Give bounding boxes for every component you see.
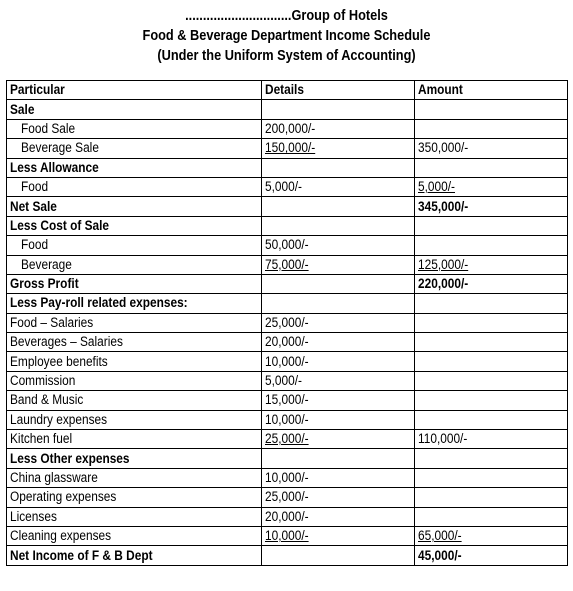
details-cell-text: 75,000/- — [265, 256, 309, 272]
details-cell-text: 5,000/- — [265, 373, 302, 389]
table-row — [7, 410, 568, 429]
amount-cell — [415, 294, 568, 313]
amount-cell — [415, 410, 568, 429]
details-cell — [262, 236, 415, 255]
particular-cell — [7, 216, 262, 235]
amount-cell — [415, 333, 568, 352]
particular-cell — [7, 236, 262, 255]
particular-cell-text: Kitchen fuel — [10, 431, 73, 447]
particular-cell-text: Net Sale — [10, 198, 57, 214]
amount-cell — [415, 255, 568, 274]
amount-cell-text: 345,000/- — [418, 198, 469, 214]
column-header-details: Details — [262, 81, 415, 100]
table-row — [7, 294, 568, 313]
particular-cell-text: Band & Music — [10, 392, 84, 408]
amount-cell — [415, 216, 568, 235]
particular-cell — [7, 274, 262, 293]
particular-cell — [7, 294, 262, 313]
table-row — [7, 546, 568, 565]
amount-cell — [415, 449, 568, 468]
details-cell-text: 25,000/- — [265, 314, 309, 330]
details-cell — [262, 352, 415, 371]
particular-cell-text: China glassware — [10, 470, 98, 485]
column-header-amount: Amount — [415, 81, 568, 100]
amount-cell — [415, 507, 568, 526]
particular-cell — [7, 100, 262, 119]
amount-cell — [415, 468, 568, 487]
amount-cell — [415, 391, 568, 410]
amount-cell — [415, 313, 568, 332]
amount-cell — [415, 371, 568, 390]
particular-cell — [7, 255, 262, 274]
particular-cell — [7, 119, 262, 138]
details-cell — [262, 197, 415, 216]
particular-cell-text: Food — [21, 237, 49, 253]
amount-cell-text: 65,000/- — [418, 528, 462, 544]
column-header-particular: Particular — [7, 81, 262, 100]
particular-cell — [7, 391, 262, 410]
particular-cell — [7, 177, 262, 196]
particular-cell-text: Less Pay-roll related expenses: — [10, 295, 188, 311]
table-row — [7, 177, 568, 196]
particular-cell-text: Beverages – Salaries — [10, 334, 123, 350]
amount-cell — [415, 139, 568, 158]
details-cell-text: 50,000/- — [265, 237, 309, 253]
amount-cell-text: 110,000/- — [418, 431, 468, 447]
amount-cell — [415, 352, 568, 371]
particular-cell — [7, 371, 262, 390]
amount-cell-text: 45,000/- — [418, 547, 462, 563]
details-cell-text: 20,000/- — [265, 334, 309, 350]
amount-cell — [415, 430, 568, 449]
particular-cell — [7, 410, 262, 429]
details-cell — [262, 546, 415, 565]
amount-cell-text: 350,000/- — [418, 140, 469, 156]
particular-cell-text: Licenses — [10, 508, 57, 524]
table-row — [7, 100, 568, 119]
amount-cell-text: 5,000/- — [418, 179, 455, 195]
details-cell — [262, 391, 415, 410]
table-row — [7, 333, 568, 352]
details-cell — [262, 488, 415, 507]
particular-cell — [7, 488, 262, 507]
particular-cell — [7, 468, 262, 487]
table-row — [7, 430, 568, 449]
details-cell — [262, 371, 415, 390]
table-row — [7, 197, 568, 216]
details-cell — [262, 255, 415, 274]
particular-cell-text: Cleaning expenses — [10, 528, 112, 544]
details-cell — [262, 100, 415, 119]
table-row — [7, 274, 568, 293]
details-cell — [262, 177, 415, 196]
amount-cell — [415, 526, 568, 545]
particular-cell-text: Gross Profit — [10, 276, 79, 292]
particular-cell — [7, 352, 262, 371]
particular-cell — [7, 507, 262, 526]
details-cell — [262, 313, 415, 332]
amount-cell-text: 220,000/- — [418, 276, 469, 292]
amount-cell — [415, 274, 568, 293]
particular-cell — [7, 546, 262, 565]
details-cell — [262, 449, 415, 468]
table-row — [7, 526, 568, 545]
details-cell — [262, 468, 415, 487]
details-cell-text: 25,000/- — [265, 431, 309, 447]
particular-cell-text: Beverage Sale — [21, 140, 99, 156]
details-cell — [262, 333, 415, 352]
table-row — [7, 468, 568, 487]
table-row — [7, 255, 568, 274]
details-cell-text: 15,000/- — [265, 392, 309, 408]
schedule-subtitle: (Under the Uniform System of Accounting) — [157, 48, 416, 64]
particular-cell-text: Commission — [10, 373, 76, 389]
table-row — [7, 216, 568, 235]
details-cell-text: 10,000/- — [265, 411, 309, 427]
amount-cell — [415, 197, 568, 216]
particular-cell-text: Beverage — [21, 256, 72, 272]
details-cell-text: 10,000/- — [265, 353, 309, 369]
details-cell — [262, 526, 415, 545]
details-cell — [262, 119, 415, 138]
particular-cell — [7, 526, 262, 545]
details-cell-text: 5,000/- — [265, 179, 302, 195]
particular-cell-text: Food — [21, 179, 49, 195]
amount-cell — [415, 100, 568, 119]
table-row — [7, 488, 568, 507]
details-cell — [262, 507, 415, 526]
table-row — [7, 119, 568, 138]
details-cell — [262, 294, 415, 313]
particular-cell — [7, 139, 262, 158]
particular-cell-text: Food – Salaries — [10, 314, 94, 330]
details-cell — [262, 274, 415, 293]
details-cell — [262, 430, 415, 449]
table-row — [7, 371, 568, 390]
details-cell-text: 10,000/- — [265, 528, 309, 544]
table-row — [7, 449, 568, 468]
particular-cell — [7, 449, 262, 468]
amount-cell — [415, 488, 568, 507]
hotel-group-title: ..............................Group of Hotels — [185, 8, 388, 24]
particular-cell-text: Sale — [10, 101, 35, 117]
particular-cell — [7, 430, 262, 449]
details-cell-text: 150,000/- — [265, 140, 316, 156]
table-row — [7, 352, 568, 371]
amount-cell — [415, 177, 568, 196]
details-cell — [262, 216, 415, 235]
details-cell-text: 20,000/- — [265, 508, 309, 524]
details-cell — [262, 410, 415, 429]
amount-cell — [415, 546, 568, 565]
table-row — [7, 158, 568, 177]
table-body — [7, 100, 568, 565]
schedule-title: Food & Beverage Department Income Schedule — [142, 28, 431, 44]
particular-cell — [7, 333, 262, 352]
details-cell-text: 10,000/- — [265, 470, 309, 485]
income-schedule-table — [6, 80, 568, 566]
details-cell-text: 200,000/- — [265, 120, 316, 136]
amount-cell — [415, 119, 568, 138]
table-row — [7, 391, 568, 410]
particular-cell — [7, 158, 262, 177]
details-cell — [262, 158, 415, 177]
table-row — [7, 507, 568, 526]
amount-cell-text: 125,000/- — [418, 256, 469, 272]
table-row — [7, 236, 568, 255]
details-cell — [262, 139, 415, 158]
particular-cell-text: Less Cost of Sale — [10, 217, 110, 233]
table-row — [7, 139, 568, 158]
particular-cell-text: Less Allowance — [10, 159, 99, 175]
particular-cell-text: Net Income of F & B Dept — [10, 547, 153, 563]
table-row — [7, 313, 568, 332]
document-header — [34, 6, 538, 66]
particular-cell-text: Laundry expenses — [10, 411, 108, 427]
particular-cell-text: Food Sale — [21, 120, 76, 136]
particular-cell-text: Operating expenses — [10, 489, 117, 505]
details-cell-text: 25,000/- — [265, 489, 309, 505]
particular-cell-text: Employee benefits — [10, 353, 108, 369]
particular-cell — [7, 313, 262, 332]
table-header-row — [7, 81, 568, 100]
amount-cell — [415, 158, 568, 177]
particular-cell — [7, 197, 262, 216]
particular-cell-text: Less Other expenses — [10, 450, 130, 466]
amount-cell — [415, 236, 568, 255]
